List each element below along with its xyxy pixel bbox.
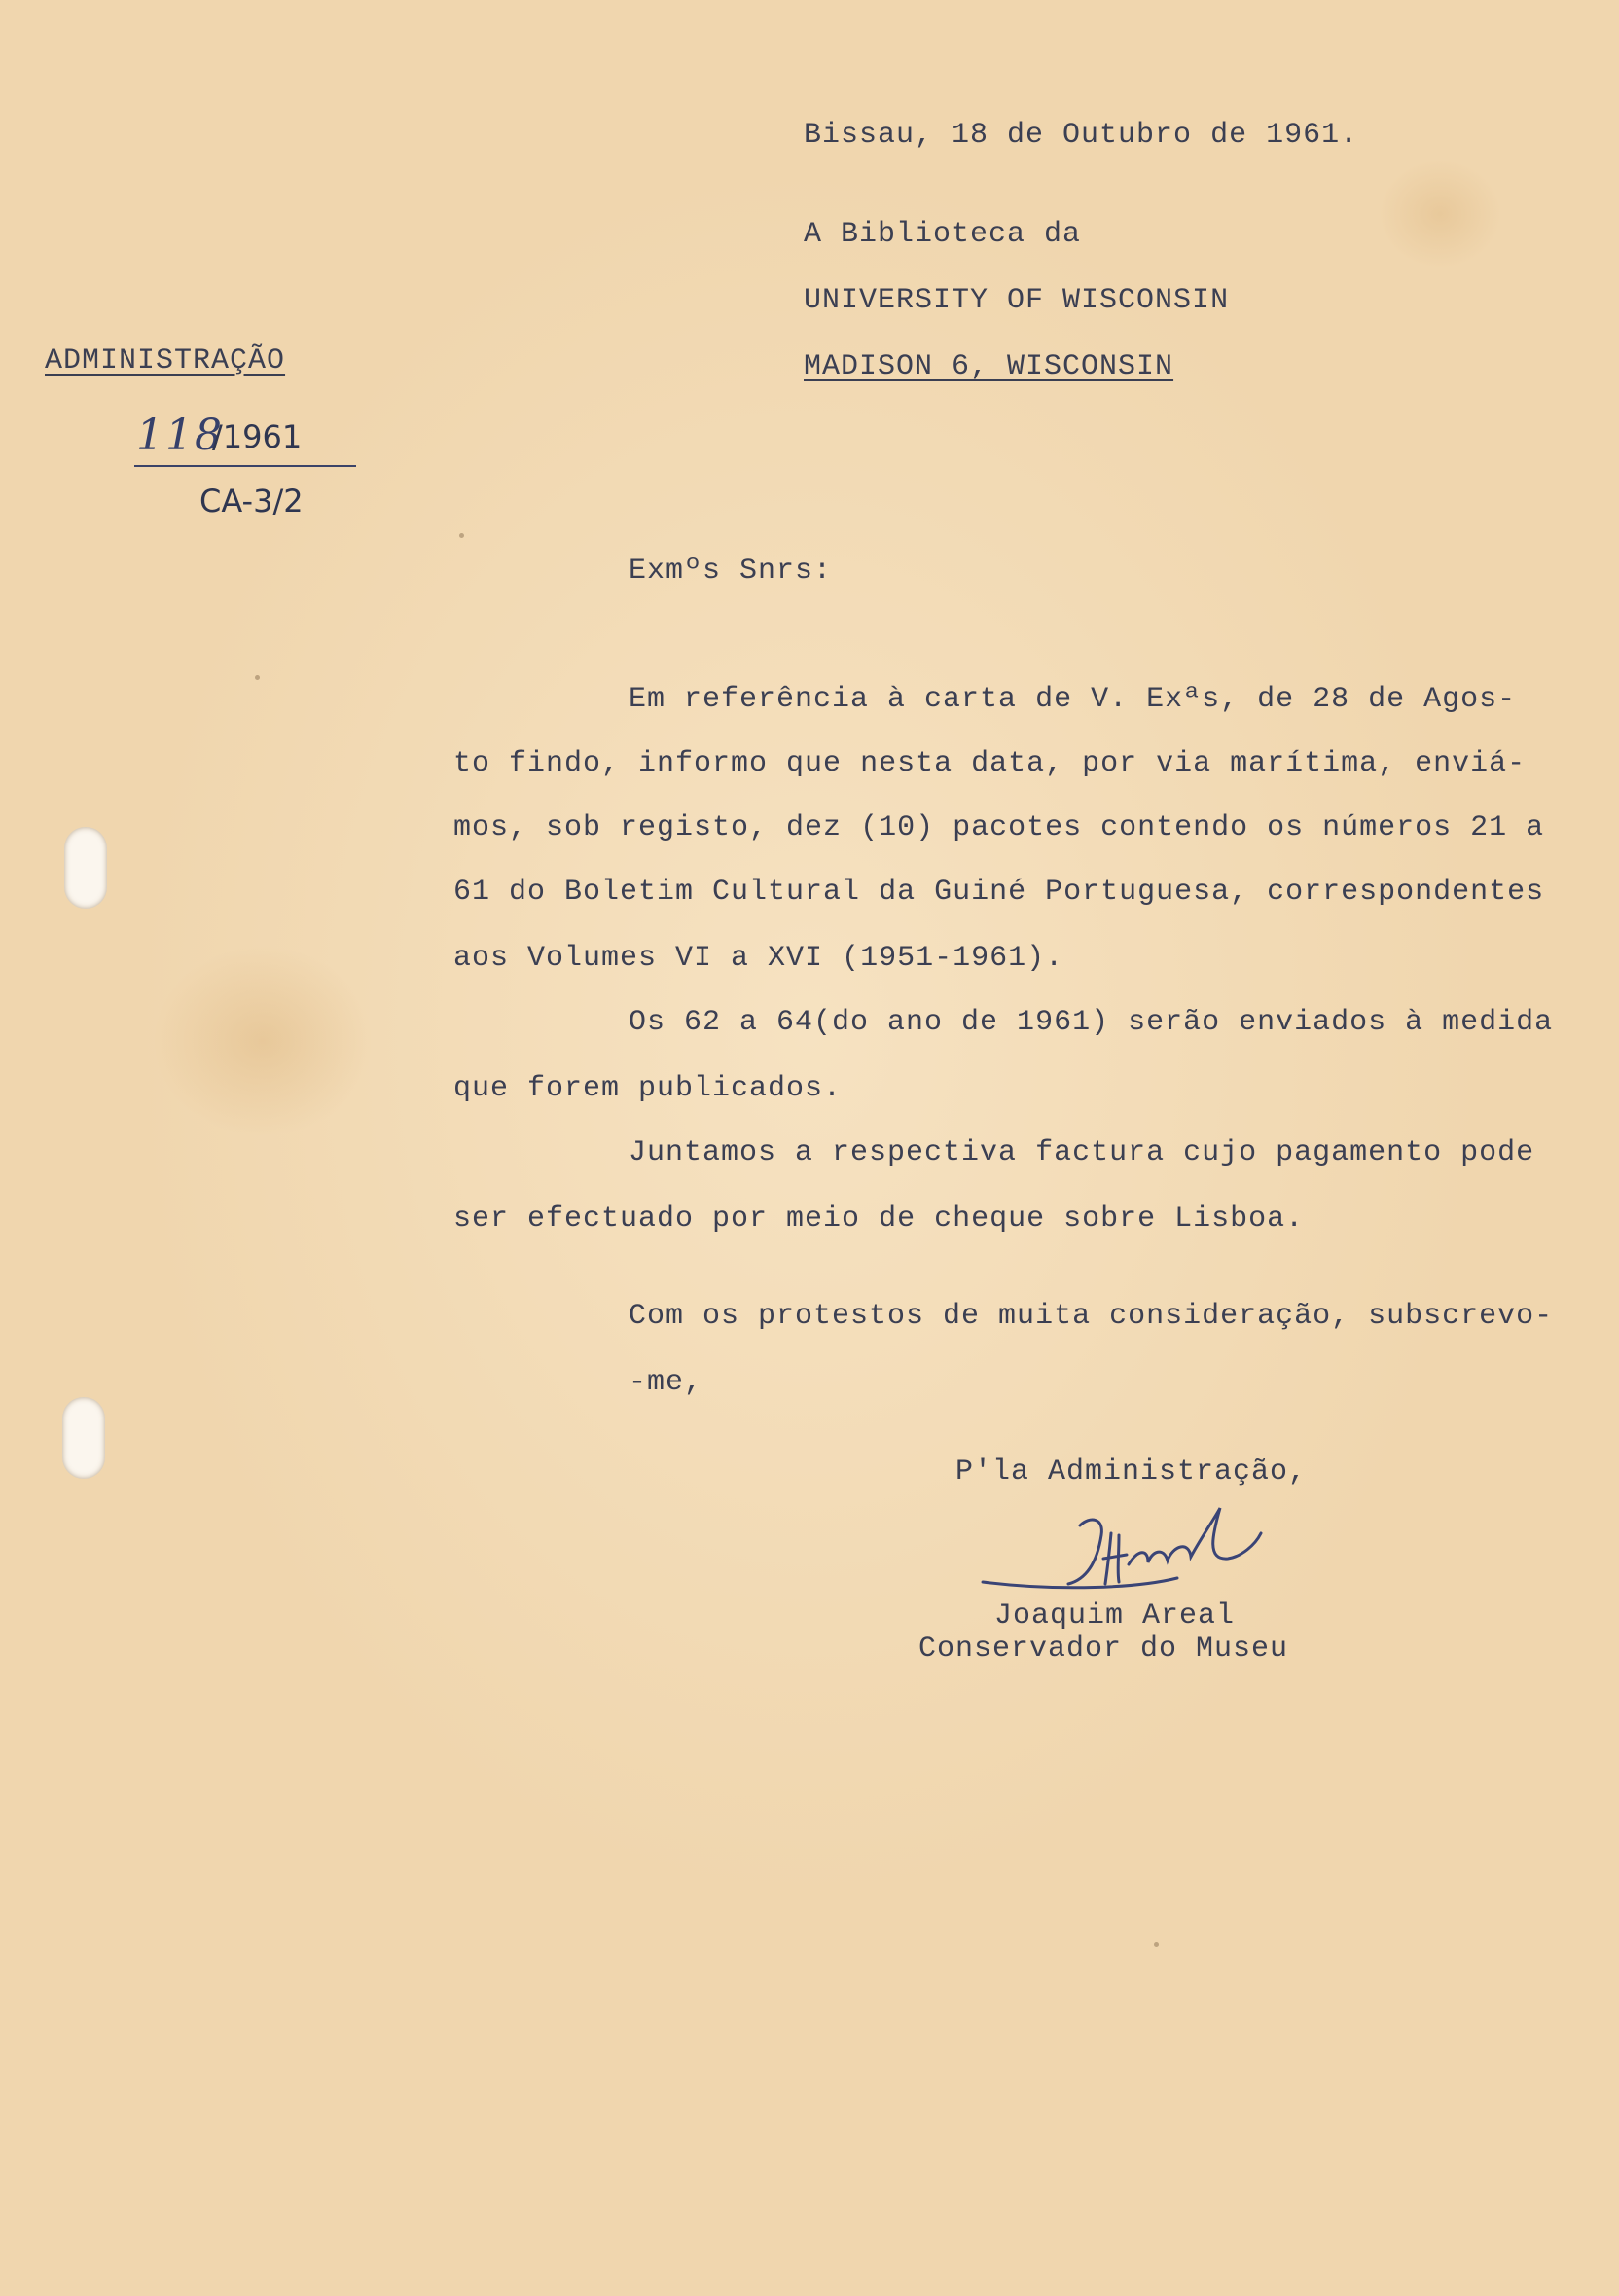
body-line: 61 do Boletim Cultural da Guiné Portuguesa, correspondentes xyxy=(453,876,1545,909)
reference-year: /1961 xyxy=(212,418,303,455)
body-line: aos Volumes VI a XVI (1951-1961). xyxy=(453,942,1064,975)
handwritten-reference-number: 118 xyxy=(136,411,224,460)
department-label: ADMINISTRAÇÃO xyxy=(45,344,286,377)
reference-underline xyxy=(134,465,356,467)
body-line: mos, sob registo, dez (10) pacotes contendo os números 21 a xyxy=(453,811,1545,844)
paper-speck xyxy=(459,533,464,538)
recipient-line-1: A Biblioteca da xyxy=(804,218,1082,251)
signatory-name: Joaquim Areal xyxy=(994,1599,1236,1632)
date-line: Bissau, 18 de Outubro de 1961. xyxy=(804,119,1359,152)
body-line: Os 62 a 64(do ano de 1961) serão enviados à medida xyxy=(629,1006,1554,1039)
signatory-title: Conservador do Museu xyxy=(918,1632,1289,1666)
body-line: ser efectuado por meio de cheque sobre Lisboa. xyxy=(453,1202,1305,1236)
body-line: que forem publicados. xyxy=(453,1072,843,1105)
on-behalf-line: P'la Administração, xyxy=(955,1455,1308,1489)
file-code: CA-3/2 xyxy=(199,483,304,520)
punch-hole-bottom xyxy=(62,1397,105,1479)
salutation: Exmºs Snrs: xyxy=(629,555,833,588)
handwritten-signature xyxy=(973,1506,1284,1613)
recipient-line-2: UNIVERSITY OF WISCONSIN xyxy=(804,284,1230,317)
body-line: Juntamos a respectiva factura cujo pagamento pode xyxy=(629,1136,1535,1169)
closing-line: Com os protestos de muita consideração, subscrevo- xyxy=(629,1300,1554,1333)
punch-hole-top xyxy=(64,827,107,909)
closing-line: -me, xyxy=(629,1366,703,1399)
paper-speck xyxy=(1154,1942,1159,1947)
body-line: to findo, informo que nesta data, por via marítima, enviá- xyxy=(453,747,1527,780)
body-line: Em referência à carta de V. Exªs, de 28 de Agos- xyxy=(629,683,1517,716)
paper-speck xyxy=(255,675,260,680)
recipient-line-3: MADISON 6, WISCONSIN xyxy=(804,350,1174,383)
